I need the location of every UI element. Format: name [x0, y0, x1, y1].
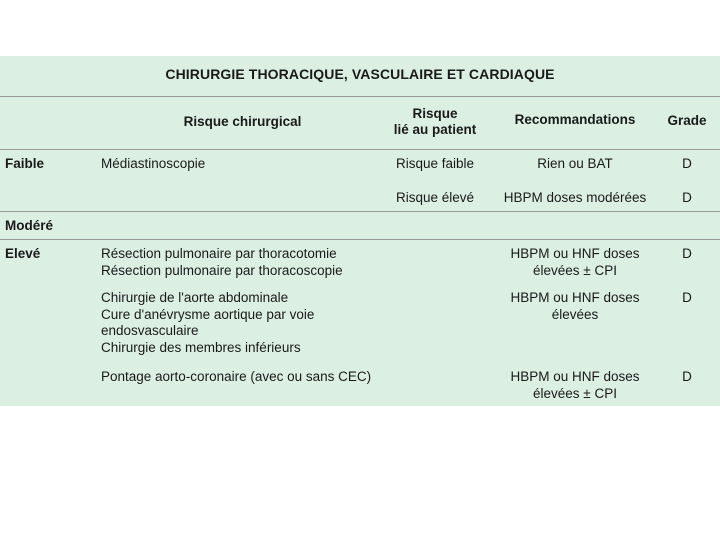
patient-risk-faible: Risque faible: [395, 156, 475, 171]
title-divider: [0, 96, 720, 97]
table-title: CHIRURGIE THORACIQUE, VASCULAIRE ET CARDIAQUE: [165, 66, 555, 82]
header-risque-patient: [380, 106, 490, 138]
recommendation-eleve-group2: [490, 290, 660, 323]
recommendation-faible-row1: Rien ou BAT: [537, 156, 613, 171]
procedure-line: Pontage aorto-coronaire (avec ou sans CEC): [101, 369, 372, 384]
recommendation-line: élevées ± CPI: [533, 385, 617, 401]
procedure-line: Chirurgie des membres inférieurs: [101, 339, 301, 355]
procedure-line: Résection pulmonaire par thoracoscopie: [101, 262, 343, 278]
category-eleve: Elevé: [5, 246, 41, 261]
recommendation-faible-row2: HBPM doses modérées: [503, 190, 647, 205]
recommendation-table: [0, 56, 720, 406]
recommendation-line: HBPM ou HNF doses: [510, 290, 640, 305]
recommendation-eleve-group1: [490, 246, 660, 279]
modere-divider: [0, 239, 720, 240]
grade-eleve-group3: D: [682, 369, 692, 384]
procedure-line: Résection pulmonaire par thoracotomie: [101, 246, 337, 261]
category-faible: Faible: [5, 156, 45, 171]
header-grade: Grade: [667, 113, 707, 128]
header-risque-chirurgical: Risque chirurgical: [183, 114, 302, 129]
faible-divider: [0, 211, 720, 212]
patient-risk-eleve: Risque élevé: [395, 190, 475, 205]
recommendation-line: élevées: [551, 306, 599, 322]
recommendation-line: HBPM ou HNF doses: [510, 246, 640, 261]
procedure-group-2: [101, 290, 314, 356]
header-divider: [0, 149, 720, 150]
procedure-line: Chirurgie de l'aorte abdominale: [101, 290, 289, 305]
header-recommandations: Recommandations: [514, 112, 636, 127]
grade-eleve-group1: D: [682, 246, 692, 261]
recommendation-line: élevées ± CPI: [533, 262, 617, 278]
procedure-group-1: [101, 246, 343, 279]
grade-eleve-group2: D: [682, 290, 692, 305]
procedure-line: Cure d'anévrysme aortique par voie: [101, 306, 315, 322]
recommendation-eleve-group3: [490, 369, 660, 402]
procedure-mediastinoscopie: Médiastinoscopie: [101, 156, 206, 171]
grade-faible-row2: D: [682, 190, 692, 205]
category-modere: Modéré: [5, 218, 54, 233]
header-risque-patient-line2: lié au patient: [393, 122, 477, 137]
grade-faible-row1: D: [682, 156, 692, 171]
procedure-line: endosvasculaire: [101, 323, 199, 338]
header-risque-patient-line1: Risque: [412, 106, 458, 121]
recommendation-line: HBPM ou HNF doses: [510, 369, 640, 384]
procedure-group-3: [101, 369, 371, 386]
